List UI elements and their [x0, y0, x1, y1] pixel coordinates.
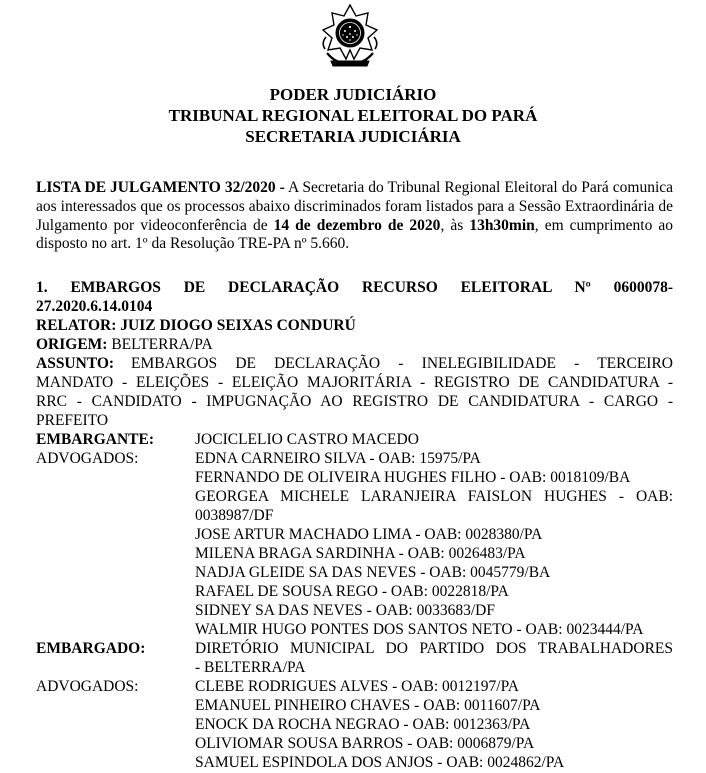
- origem-value: BELTERRA/PA: [107, 336, 213, 353]
- intro-time: 13h30min: [469, 216, 535, 234]
- origem-label: ORIGEM:: [36, 336, 108, 353]
- header-line-3: SECRETARIA JUDICIÁRIA: [245, 127, 461, 146]
- header-line-2: TRIBUNAL REGIONAL ELEITORAL DO PARÁ: [168, 106, 538, 125]
- advogado-2-2: ENOCK DA ROCHA NEGRAO - OAB: 0012363/PA: [195, 716, 531, 733]
- advogado-2-1: EMANUEL PINHEIRO CHAVES - OAB: 0011607/PA: [195, 697, 541, 714]
- intro-lead: LISTA DE JULGAMENTO 32/2020 -: [36, 179, 285, 196]
- assunto-label: ASSUNTO:: [36, 355, 115, 372]
- assunto-line-1: EMBARGOS DE DECLARAÇÃO - INELEGIBILIDADE - TERCEIRO: [131, 355, 673, 372]
- intro-paragraph: [36, 179, 673, 254]
- advogado-2-0: CLEBE RODRIGUES ALVES - OAB: 0012197/PA: [195, 678, 519, 695]
- assunto-line-2: MANDATO - ELEIÇÕES - ELEIÇÃO MAJORITÁRIA - REGISTRO DE CANDIDATURA -: [36, 374, 673, 391]
- case-title-line-1: 1. EMBARGOS DE DECLARAÇÃO RECURSO ELEITORAL Nº 0600078-: [36, 279, 673, 296]
- intro-text-2: , às: [440, 216, 470, 234]
- embargado-label: EMBARGADO:: [36, 640, 146, 657]
- advogado-2-4: SAMUEL ESPINDOLA DOS ANJOS - OAB: 0024862/PA: [195, 754, 565, 771]
- header-line-1: PODER JUDICIÁRIO: [269, 85, 437, 104]
- advogado-1-2: GEORGEA MICHELE LARANJEIRA FAISLON HUGHES - OAB:: [195, 488, 673, 505]
- advogado-1-8: SIDNEY SA DAS NEVES - OAB: 0033683/DF: [195, 602, 495, 619]
- intro-date: 14 de dezembro de 2020: [273, 216, 441, 234]
- assunto-line-3: RRC - CANDIDATO - IMPUGNAÇÃO AO REGISTRO DE CANDIDATURA - CARGO -: [36, 393, 673, 410]
- brazil-coat-of-arms-icon: [317, 3, 383, 69]
- embargante-value: JOCICLELIO CASTRO MACEDO: [195, 431, 419, 448]
- origem: [36, 336, 673, 355]
- intro-text-3: , em cumprimento ao disposto no art. 1º da Resolução TRE-PA nº 5.660.: [36, 216, 673, 253]
- embargado-line-2: - BELTERRA/PA: [195, 659, 306, 676]
- case-title-line-2: 27.2020.6.14.0104: [36, 298, 153, 315]
- advogado-1-5: MILENA BRAGA SARDINHA - OAB: 0026483/PA: [195, 545, 526, 562]
- advogado-1-6: NADJA GLEIDE SA DAS NEVES - OAB: 0045779/BA: [195, 564, 551, 581]
- embargado-line-1: DIRETÓRIO MUNICIPAL DO PARTIDO DOS TRABALHADORES: [195, 640, 673, 657]
- relator: RELATOR: JUIZ DIOGO SEIXAS CONDURÚ: [36, 317, 356, 334]
- advogado-1-1: FERNANDO DE OLIVEIRA HUGHES FILHO - OAB: 0018109/BA: [195, 469, 631, 486]
- advogado-1-7: RAFAEL DE SOUSA REGO - OAB: 0022818/PA: [195, 583, 509, 600]
- advogado-1-3: 0038987/DF: [195, 507, 274, 524]
- advogado-1-0: EDNA CARNEIRO SILVA - OAB: 15975/PA: [195, 450, 481, 467]
- advogados-label-1: ADVOGADOS:: [36, 450, 139, 467]
- advogado-2-3: OLIVIOMAR SOUSA BARROS - OAB: 0006879/PA: [195, 735, 535, 752]
- intro-text-1: A Secretaria do Tribunal Regional Eleitoral do Pará comunica aos interessados que os processos abaixo discriminados foram listados para a Sessão Extraordinária de Julgamento por videoconferência de: [36, 179, 674, 234]
- advogado-1-4: JOSE ARTUR MACHADO LIMA - OAB: 0028380/PA: [195, 526, 543, 543]
- embargante-label: EMBARGANTE:: [36, 431, 154, 448]
- advogados-label-2: ADVOGADOS:: [36, 678, 139, 695]
- advogado-1-9: WALMIR HUGO PONTES DOS SANTOS NETO - OAB: 0023444/PA: [195, 621, 644, 638]
- assunto-line-4: PREFEITO: [36, 412, 109, 429]
